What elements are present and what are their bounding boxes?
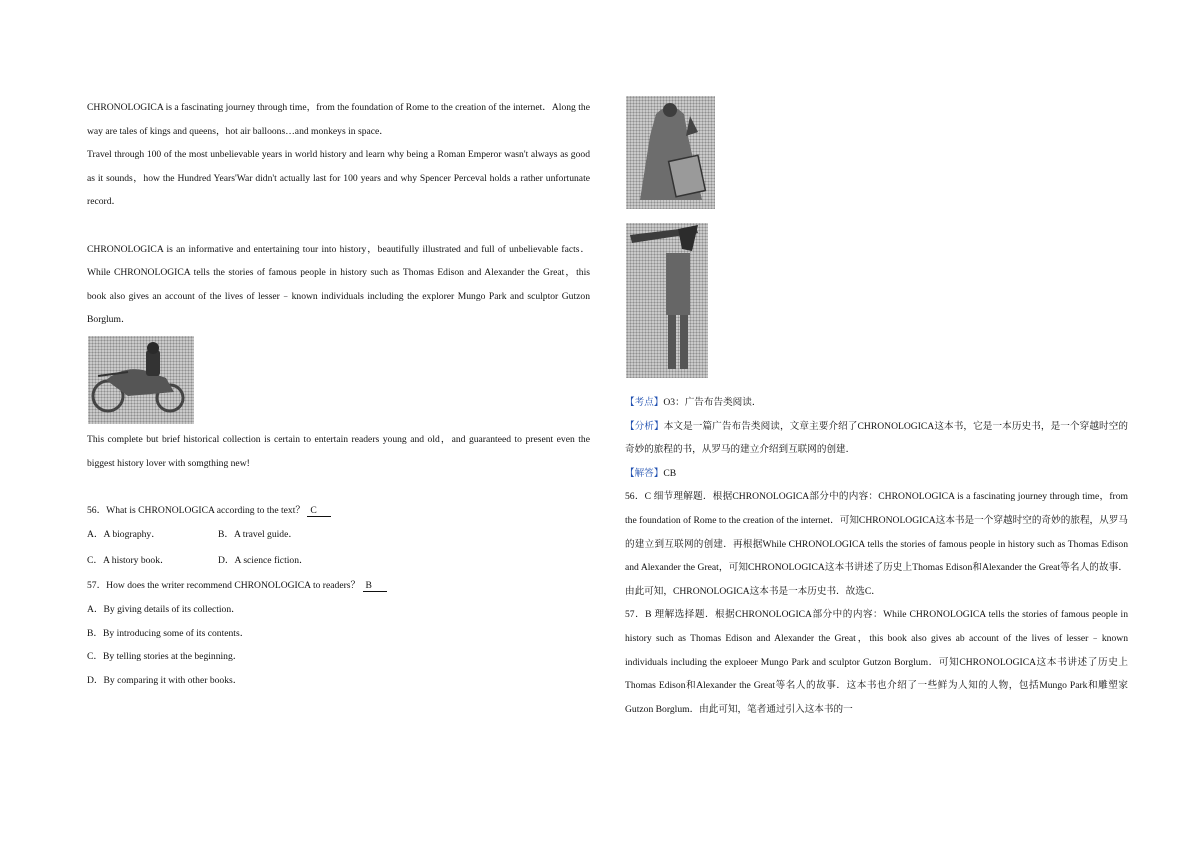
question-57 (87, 574, 590, 598)
question-56-option-b: B．A travel guide． (218, 529, 298, 541)
question-56-options-row-1 (87, 522, 590, 548)
analysis-jieda (625, 462, 1128, 486)
queen-illustration (626, 96, 715, 209)
question-56-stem: 56．What is CHRONOLOGICA according to the text？ (87, 504, 305, 516)
explanation-56: 56．C 细节理解题．根据CHRONOLOGICA部分中的内容：CHRONOLOGICA is a fascinating journey through time，from the foundation of Rome to the creation of the internet．可知CHRONOLOGICA这本书是一个穿越时空的奇妙的旅程，从罗马的建立到互联网的创建．再根据While CHRONOLOGICA tells the stories of famous people in history such as Thomas Edison and Alexander the Great，可知CHRONOLOGICA这本书讲述了历史上Thomas Edison和Alexander the Great等名人的故事．由此可知，CHRONOLOGICA这本书是一本历史书．故选C． (625, 491, 1128, 597)
passage-paragraph-1a: CHRONOLOGICA is a fascinating journey through time，from the foundation of Rome to the creation of the internet．Along the way are tales of kings and queens，hot air balloons…and monkeys in space． (87, 102, 590, 137)
question-56-answer: C (307, 505, 331, 517)
question-57-option-b: B．By introducing some of its contents． (87, 627, 250, 639)
question-57-option-c: C．By telling stories at the beginning． (87, 651, 243, 663)
question-56-option-d: D．A science fiction． (218, 555, 309, 567)
passage-paragraph-1b: Travel through 100 of the most unbelievable years in world history and learn why being a Roman Emperor wasn't always as good as it sounds，how the Hundred Years'War didn't actually last for 100 years and why Spencer Perceval holds a rather unfortunate record． (87, 149, 590, 208)
fenxi-text: 本文是一篇广告布告类阅读，文章主要介绍了CHRONOLOGICA这本书，它是一本历史书，是一个穿越时空的奇妙的旅程的书，从罗马的建立介绍到互联网的创建． (625, 420, 1128, 456)
passage-paragraph-3: This complete but brief historical collection is certain to entertain readers young and old，and guaranteed to present even the biggest history lover with somgthing new! (87, 433, 590, 469)
kaodian-text: O3：广告布告类阅读． (663, 397, 762, 408)
analysis-fenxi (625, 415, 1128, 462)
left-column (87, 96, 590, 692)
question-57-answer: B (363, 580, 387, 592)
explanation-57: 57．B 理解选择题．根据CHRONOLOGICA部分中的内容：While CHRONOLOGICA tells the stories of famous people in history such as Thomas Edison and Alexander the Great，this book also gives ab account of the lives of lesser﹣known individuals including the exploeer Mungo Park and sculptor Gutzon Borglum．可知CHRONOLOGICA这本书讲述了历史上Thomas Edison和Alexander the Great等名人的故事．这本书也介绍了一些鲜为人知的人物，包括Mungo Park和雕塑家Gutzon Borglum．由此可知，笔者通过引入这本书的一 (625, 609, 1128, 715)
right-column (625, 96, 1128, 721)
jieda-tag: 【解答】 (625, 467, 664, 479)
fenxi-tag: 【分析】 (625, 420, 664, 432)
question-57-option-a: A．By giving details of its collection． (87, 603, 241, 615)
question-56-options-row-2 (87, 548, 590, 574)
analysis-kaodian (625, 391, 1128, 415)
question-57-option-d: D．By comparing it with other books． (87, 674, 243, 686)
question-56-option-c: C．A history book． (87, 555, 170, 567)
jieda-text: CB (663, 467, 677, 479)
explorer-illustration (626, 223, 708, 378)
question-56-option-a: A．A biography． (87, 529, 161, 541)
kaodian-tag: 【考点】 (625, 397, 664, 408)
passage-paragraph-2: CHRONOLOGICA is an informative and entertaining tour into history，beautifully illustrated and full of unbelievable facts．While CHRONOLOGICA tells the stories of famous people in history such as Thomas Edison and Alexander the Great，this book also gives an account of the lives of lesser﹣known individuals including the explorer Mungo Park and sculptor Gutzon Borglum． (87, 243, 590, 326)
question-56 (87, 499, 590, 523)
question-57-stem: 57．How does the writer recommend CHRONOLOGICA to readers？ (87, 580, 361, 592)
carriage-illustration (88, 336, 194, 424)
